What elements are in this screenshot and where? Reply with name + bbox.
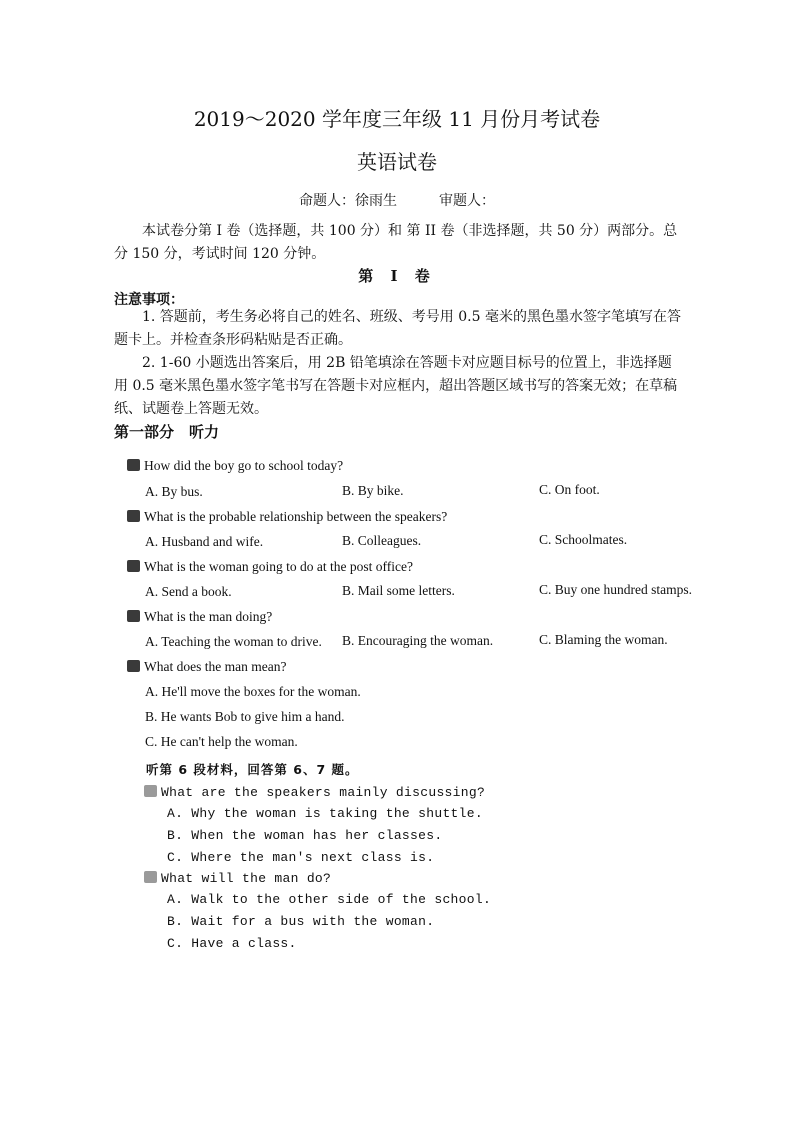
- option-3a: A. Send a book.: [145, 584, 232, 599]
- option-3b: B. Mail some letters.: [342, 583, 455, 598]
- question-number-icon: [127, 560, 140, 572]
- question-3: [127, 559, 413, 575]
- option-1c: C. On foot.: [539, 482, 600, 497]
- option-5b: B. He wants Bob to give him a hand.: [145, 709, 345, 724]
- option-5c: C. He can't help the woman.: [145, 734, 298, 749]
- part1-title: 第一部分 听力: [114, 423, 220, 441]
- exam-subtitle: 英语试卷: [357, 150, 437, 174]
- option-7a: A. Walk to the other side of the school.: [167, 892, 492, 907]
- exam-title: 2019～2020 学年度三年级 11 月份月考试卷: [193, 107, 601, 131]
- option-7b: B. Wait for a bus with the woman.: [167, 914, 435, 929]
- question-text: How did the boy go to school today?: [144, 458, 344, 473]
- intro-paragraph: 本试卷分第 I 卷（选择题，共 100 分）和 第 II 卷（非选择题，共 50 分）两部分。总分 150 分，考试时间 120 分钟。: [114, 223, 678, 262]
- question-number-icon: [144, 785, 157, 797]
- question-text: What is the probable relationship between the speakers?: [144, 509, 448, 524]
- option-3c: C. Buy one hundred stamps.: [539, 582, 692, 597]
- question-2: [127, 509, 447, 525]
- question-text: What is the woman going to do at the post office?: [144, 559, 413, 574]
- notice-item-2: 2. 1-60 小题选出答案后，用 2B 铅笔填涂在答题卡对应题目标号的位置上，非选择题用 0.5 毫米黑色墨水签字笔书写在答题卡对应框内，超出答题区域书写的答案无效；在草稿纸、试题卷上答题无效。: [114, 355, 678, 417]
- question-number-icon: [127, 459, 140, 471]
- section-title: 第 I 卷: [358, 267, 436, 285]
- question-4: [127, 609, 272, 625]
- question-number-icon: [127, 510, 140, 522]
- option-6c: C. Where the man's next class is.: [167, 850, 435, 865]
- question-text: What is the man doing?: [144, 609, 273, 624]
- option-4b: B. Encouraging the woman.: [342, 633, 494, 648]
- section2-header: 听第 6 段材料，回答第 6、7 题。: [146, 762, 359, 777]
- option-1b: B. By bike.: [342, 483, 404, 498]
- question-number-icon: [127, 610, 140, 622]
- option-6a: A. Why the woman is taking the shuttle.: [167, 806, 483, 821]
- author-label: 命题人：徐雨生: [299, 193, 397, 209]
- option-5a: A. He'll move the boxes for the woman.: [145, 684, 361, 699]
- option-6b: B. When the woman has her classes.: [167, 828, 443, 843]
- option-4c: C. Blaming the woman.: [539, 632, 668, 647]
- question-5: [127, 659, 286, 675]
- question-number-icon: [127, 660, 140, 672]
- notice-heading: 注意事项：: [114, 292, 184, 308]
- option-1a: A. By bus.: [145, 484, 203, 499]
- notice-item-1: 1. 答题前，考生务必将自己的姓名、班级、考号用 0.5 毫米的黑色墨水签字笔填写在答题卡上。并检查条形码粘贴是否正确。: [114, 309, 681, 348]
- question-text: What will the man do?: [161, 871, 332, 886]
- option-2b: B. Colleagues.: [342, 533, 422, 548]
- option-2c: C. Schoolmates.: [539, 532, 628, 547]
- option-7c: C. Have a class.: [167, 936, 297, 951]
- question-number-icon: [144, 871, 157, 883]
- question-text: What does the man mean?: [144, 659, 287, 674]
- reviewer-label: 审题人：: [439, 193, 495, 209]
- option-4a: A. Teaching the woman to drive.: [145, 634, 322, 649]
- question-text: What are the speakers mainly discussing?: [161, 785, 486, 800]
- option-2a: A. Husband and wife.: [145, 534, 264, 549]
- question-1: [127, 458, 343, 474]
- exam-authors: [0, 190, 794, 210]
- question-6: [144, 785, 485, 800]
- question-7: [144, 871, 331, 886]
